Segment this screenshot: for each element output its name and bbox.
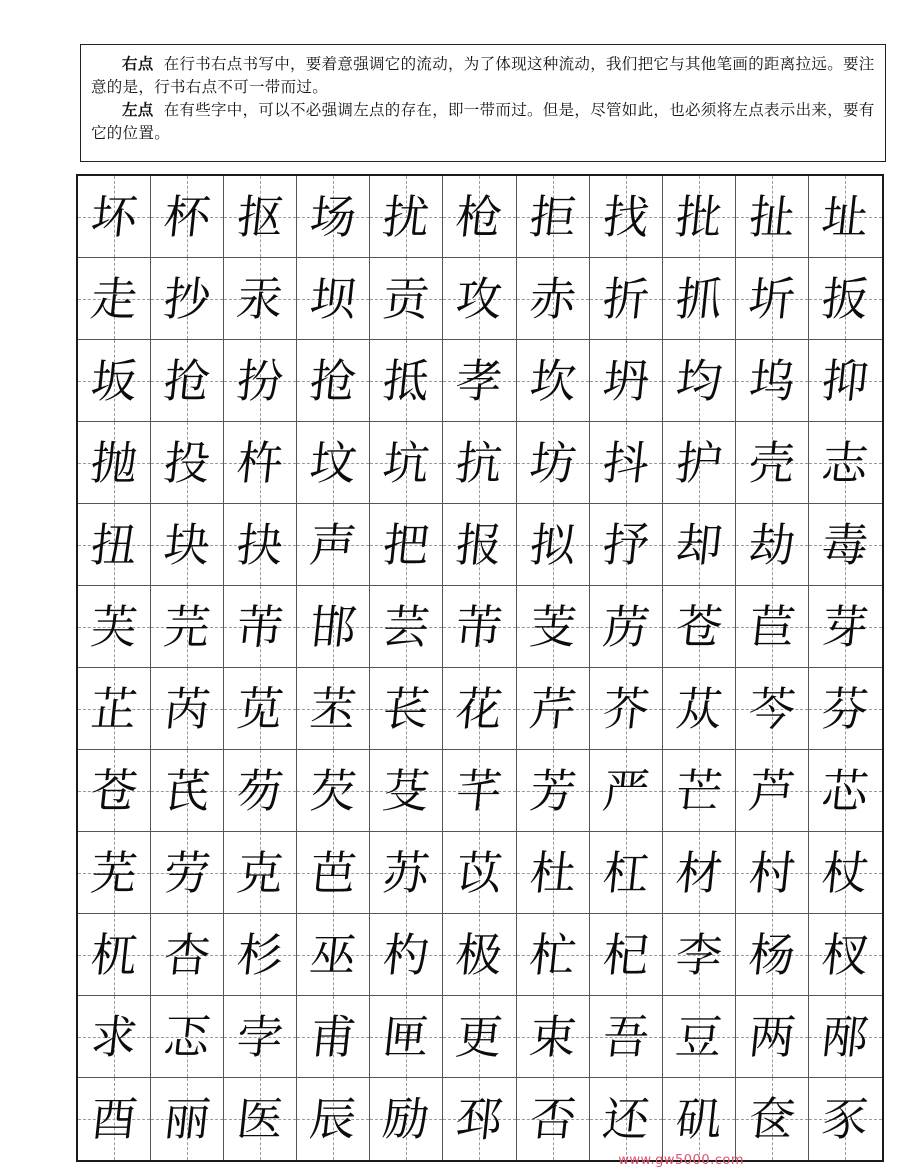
calligraphy-character: 杓: [380, 927, 433, 982]
calligraphy-character: 找: [599, 189, 652, 244]
grid-cell: [224, 176, 297, 258]
grid-cell: [517, 422, 590, 504]
grid-cell: [443, 668, 516, 750]
calligraphy-character: 坊: [526, 435, 579, 490]
calligraphy-character: 壳: [746, 435, 798, 490]
calligraphy-character: 芳: [526, 763, 579, 818]
calligraphy-character: 投: [161, 435, 213, 490]
grid-cell: [443, 750, 516, 832]
grid-cell: [224, 832, 297, 914]
calligraphy-character: 还: [599, 1092, 652, 1146]
grid-cell: [297, 504, 370, 586]
grid-cell: [151, 258, 224, 340]
grid-cell: [443, 422, 516, 504]
grid-cell: [224, 340, 297, 422]
calligraphy-character: 芊: [453, 763, 506, 818]
calligraphy-character: 拒: [526, 189, 579, 244]
note-paragraph-right-dot: [91, 53, 877, 98]
grid-cell: [590, 1078, 663, 1160]
grid-cell: [517, 668, 590, 750]
grid-cell: [224, 1078, 297, 1160]
calligraphy-character: 豕: [819, 1092, 872, 1146]
grid-cell: [151, 996, 224, 1078]
grid-cell: [663, 258, 736, 340]
grid-cell: [443, 258, 516, 340]
calligraphy-character: 苡: [453, 845, 506, 900]
note-term-right-dot: 右点: [122, 55, 154, 73]
grid-cell: [809, 176, 882, 258]
grid-cell: [517, 340, 590, 422]
calligraphy-character: 芦: [746, 763, 798, 818]
grid-cell: [151, 914, 224, 996]
grid-cell: [736, 1078, 809, 1160]
calligraphy-character: 杵: [234, 435, 287, 490]
calligraphy-character: 李: [672, 927, 725, 982]
grid-cell: [151, 750, 224, 832]
grid-cell: [809, 996, 882, 1078]
grid-cell: [224, 258, 297, 340]
calligraphy-character: 块: [161, 517, 213, 572]
grid-cell: [809, 504, 882, 586]
grid-cell: [663, 504, 736, 586]
grid-cell: [736, 586, 809, 668]
grid-cell: [224, 668, 297, 750]
calligraphy-character: 杌: [88, 927, 140, 982]
calligraphy-character: 丽: [161, 1092, 213, 1146]
calligraphy-character: 扰: [380, 189, 433, 244]
calligraphy-character: 束: [526, 1009, 579, 1064]
calligraphy-character: 奁: [746, 1092, 798, 1146]
calligraphy-character: 却: [672, 517, 725, 572]
calligraphy-character: 辰: [307, 1092, 360, 1146]
calligraphy-character: 扳: [819, 271, 872, 326]
calligraphy-character: 志: [819, 435, 872, 490]
grid-cell: [151, 586, 224, 668]
calligraphy-character: 扮: [234, 353, 287, 408]
grid-cell: [736, 422, 809, 504]
grid-cell: [78, 750, 151, 832]
grid-cell: [151, 340, 224, 422]
grid-cell: [297, 586, 370, 668]
grid-cell: [443, 176, 516, 258]
grid-cell: [663, 914, 736, 996]
calligraphy-character: 杨: [746, 927, 798, 982]
grid-cell: [590, 832, 663, 914]
grid-cell: [809, 340, 882, 422]
calligraphy-character: 毒: [819, 517, 872, 572]
grid-cell: [736, 258, 809, 340]
calligraphy-character: 枪: [453, 189, 506, 244]
calligraphy-character: 医: [234, 1092, 287, 1146]
grid-cell: [224, 504, 297, 586]
grid-cell: [736, 914, 809, 996]
grid-cell: [736, 750, 809, 832]
calligraphy-character: 杖: [819, 845, 872, 900]
grid-cell: [78, 586, 151, 668]
calligraphy-character: 走: [88, 271, 140, 326]
calligraphy-character: 芫: [161, 599, 213, 654]
calligraphy-character: 芹: [526, 681, 579, 736]
grid-cell: [151, 422, 224, 504]
grid-cell: [224, 914, 297, 996]
calligraphy-character: 报: [453, 517, 506, 572]
grid-cell: [663, 422, 736, 504]
grid-cell: [443, 586, 516, 668]
grid-cell: [224, 750, 297, 832]
grid-cell: [443, 914, 516, 996]
calligraphy-character: 杠: [599, 845, 652, 900]
grid-cell: [370, 1078, 443, 1160]
calligraphy-character: 匣: [380, 1009, 433, 1064]
grid-cell: [517, 176, 590, 258]
calligraphy-character: 坂: [88, 353, 140, 408]
calligraphy-character: 否: [526, 1092, 579, 1146]
calligraphy-character: 孛: [234, 1009, 287, 1064]
grid-cell: [736, 340, 809, 422]
grid-cell: [590, 258, 663, 340]
calligraphy-character: 芮: [161, 681, 213, 736]
grid-cell: [78, 668, 151, 750]
grid-cell: [809, 914, 882, 996]
grid-cell: [78, 996, 151, 1078]
calligraphy-character: 赤: [526, 271, 579, 326]
grid-cell: [590, 340, 663, 422]
grid-cell: [736, 176, 809, 258]
note-paragraph-left-dot: [91, 99, 877, 144]
grid-cell: [78, 832, 151, 914]
calligraphy-character: 芟: [380, 763, 433, 818]
instruction-box: [80, 44, 886, 162]
calligraphy-character: 坏: [88, 189, 140, 244]
watermark: www.gw5000.com: [618, 1153, 744, 1168]
calligraphy-character: 芩: [746, 681, 798, 736]
grid-cell: [224, 996, 297, 1078]
calligraphy-character: 坝: [307, 271, 360, 326]
calligraphy-character: 芾: [453, 599, 506, 654]
grid-cell: [736, 996, 809, 1078]
calligraphy-character: 芸: [380, 599, 433, 654]
grid-cell: [443, 996, 516, 1078]
grid-cell: [151, 176, 224, 258]
grid-cell: [809, 258, 882, 340]
calligraphy-character: 劳: [161, 845, 213, 900]
character-practice-grid: [76, 174, 884, 1162]
grid-cell: [663, 586, 736, 668]
calligraphy-character: 坞: [746, 353, 798, 408]
grid-cell: [809, 422, 882, 504]
calligraphy-character: 杉: [234, 927, 287, 982]
grid-cell: [78, 1078, 151, 1160]
grid-cell: [736, 832, 809, 914]
calligraphy-character: 杯: [161, 189, 213, 244]
calligraphy-character: 村: [746, 845, 798, 900]
calligraphy-character: 抢: [161, 353, 213, 408]
grid-cell: [78, 258, 151, 340]
calligraphy-character: 圻: [746, 271, 798, 326]
grid-cell: [370, 914, 443, 996]
calligraphy-character: 杏: [161, 927, 213, 982]
grid-cell: [663, 750, 736, 832]
note-text-left-dot: 在有些字中，可以不必强调左点的存在，即一带而过。但是，尽管如此，也必须将左点表示出来，要有它的位置。: [91, 101, 875, 142]
calligraphy-character: 扭: [88, 517, 140, 572]
grid-cell: [370, 832, 443, 914]
grid-cell: [297, 914, 370, 996]
calligraphy-character: 杞: [599, 927, 652, 982]
grid-cell: [297, 668, 370, 750]
grid-cell: [370, 258, 443, 340]
calligraphy-character: 抗: [453, 435, 506, 490]
grid-cell: [297, 176, 370, 258]
calligraphy-character: 巫: [307, 927, 360, 982]
calligraphy-character: 克: [234, 845, 287, 900]
calligraphy-character: 励: [380, 1092, 433, 1146]
calligraphy-character: 苤: [307, 681, 360, 736]
grid-cell: [809, 586, 882, 668]
calligraphy-character: 坎: [526, 353, 579, 408]
calligraphy-character: 邴: [819, 1009, 872, 1064]
calligraphy-character: 更: [453, 1009, 506, 1064]
calligraphy-character: 抑: [819, 353, 872, 408]
calligraphy-character: 芭: [307, 845, 360, 900]
grid-cell: [517, 504, 590, 586]
grid-cell: [590, 504, 663, 586]
calligraphy-character: 豆: [672, 1009, 725, 1064]
calligraphy-character: 声: [307, 517, 360, 572]
grid-cell: [370, 668, 443, 750]
grid-cell: [517, 996, 590, 1078]
calligraphy-character: 芡: [307, 763, 360, 818]
grid-cell: [224, 422, 297, 504]
calligraphy-character: 贡: [380, 271, 433, 326]
grid-cell: [297, 996, 370, 1078]
grid-cell: [663, 996, 736, 1078]
grid-cell: [297, 340, 370, 422]
grid-cell: [151, 1078, 224, 1160]
calligraphy-character: 坑: [380, 435, 433, 490]
grid-cell: [590, 668, 663, 750]
calligraphy-character: 吾: [599, 1009, 652, 1064]
calligraphy-character: 抠: [234, 189, 287, 244]
grid-cell: [370, 996, 443, 1078]
calligraphy-character: 邯: [307, 599, 360, 654]
calligraphy-character: 抒: [599, 517, 652, 572]
note-text-right-dot: 在行书右点书写中，要着意强调它的流动，为了体现这种流动，我们把它与其他笔画的距离拉远。要注意的是，行书右点不可一带而过。: [91, 55, 875, 96]
calligraphy-character: 把: [380, 517, 433, 572]
calligraphy-character: 忑: [161, 1009, 213, 1064]
calligraphy-character: 汞: [234, 271, 287, 326]
calligraphy-character: 芬: [819, 681, 872, 736]
calligraphy-character: 芴: [234, 763, 287, 818]
grid-cell: [517, 1078, 590, 1160]
grid-cell: [297, 422, 370, 504]
calligraphy-character: 芷: [88, 681, 140, 736]
calligraphy-character: 苌: [380, 681, 433, 736]
grid-cell: [297, 258, 370, 340]
calligraphy-character: 拟: [526, 517, 579, 572]
grid-cell: [590, 914, 663, 996]
calligraphy-character: 求: [88, 1009, 140, 1064]
calligraphy-character: 甫: [307, 1009, 360, 1064]
grid-cell: [809, 1078, 882, 1160]
grid-cell: [370, 504, 443, 586]
calligraphy-character: 场: [307, 189, 360, 244]
grid-cell: [443, 504, 516, 586]
grid-cell: [78, 176, 151, 258]
calligraphy-character: 杧: [526, 927, 579, 982]
grid-cell: [663, 340, 736, 422]
calligraphy-character: 抖: [599, 435, 652, 490]
grid-cell: [370, 586, 443, 668]
calligraphy-character: 抓: [672, 271, 725, 326]
grid-cell: [590, 176, 663, 258]
calligraphy-character: 矶: [672, 1092, 725, 1146]
grid-cell: [736, 504, 809, 586]
calligraphy-character: 抵: [380, 353, 433, 408]
grid-cell: [663, 1078, 736, 1160]
calligraphy-character: 苋: [234, 681, 287, 736]
grid-cell: [809, 832, 882, 914]
calligraphy-character: 两: [746, 1009, 798, 1064]
calligraphy-character: 折: [599, 271, 652, 326]
grid-cell: [224, 586, 297, 668]
calligraphy-character: 苍: [672, 599, 725, 654]
note-term-left-dot: 左点: [122, 101, 154, 119]
grid-cell: [590, 750, 663, 832]
calligraphy-character: 苣: [746, 599, 798, 654]
calligraphy-character: 芙: [88, 599, 140, 654]
calligraphy-character: 材: [672, 845, 725, 900]
calligraphy-character: 护: [672, 435, 725, 490]
calligraphy-character: 均: [672, 353, 725, 408]
calligraphy-character: 芥: [599, 681, 652, 736]
grid-cell: [78, 340, 151, 422]
grid-cell: [443, 832, 516, 914]
calligraphy-character: 苍: [88, 763, 140, 818]
grid-cell: [443, 1078, 516, 1160]
calligraphy-character: 扯: [746, 189, 798, 244]
calligraphy-character: 孝: [453, 353, 506, 408]
calligraphy-character: 酉: [88, 1092, 140, 1146]
grid-cell: [663, 832, 736, 914]
grid-cell: [517, 914, 590, 996]
grid-cell: [78, 422, 151, 504]
grid-cell: [517, 832, 590, 914]
grid-cell: [370, 340, 443, 422]
grid-cell: [663, 668, 736, 750]
calligraphy-character: 芰: [526, 599, 579, 654]
grid-cell: [297, 1078, 370, 1160]
grid-cell: [370, 750, 443, 832]
grid-cell: [517, 258, 590, 340]
grid-cell: [809, 668, 882, 750]
calligraphy-character: 芒: [672, 763, 725, 818]
grid-cell: [517, 586, 590, 668]
calligraphy-character: 芽: [819, 599, 872, 654]
grid-cell: [517, 750, 590, 832]
grid-cell: [78, 914, 151, 996]
grid-cell: [809, 750, 882, 832]
calligraphy-character: 坟: [307, 435, 360, 490]
grid-cell: [736, 668, 809, 750]
calligraphy-character: 极: [453, 927, 506, 982]
calligraphy-character: 抢: [307, 353, 360, 408]
grid-cell: [590, 586, 663, 668]
grid-cell: [443, 340, 516, 422]
calligraphy-character: 苈: [599, 599, 652, 654]
grid-cell: [370, 176, 443, 258]
calligraphy-character: 劫: [746, 517, 798, 572]
calligraphy-character: 抛: [88, 435, 140, 490]
calligraphy-character: 芾: [234, 599, 287, 654]
grid-cell: [370, 422, 443, 504]
grid-cell: [151, 668, 224, 750]
grid-cell: [297, 750, 370, 832]
grid-cell: [78, 504, 151, 586]
grid-cell: [590, 422, 663, 504]
calligraphy-character: 攻: [453, 271, 506, 326]
calligraphy-character: 杜: [526, 845, 579, 900]
calligraphy-character: 抄: [161, 271, 213, 326]
grid-cell: [297, 832, 370, 914]
calligraphy-character: 杈: [819, 927, 872, 982]
grid-cell: [590, 996, 663, 1078]
calligraphy-character: 苁: [672, 681, 725, 736]
calligraphy-character: 址: [819, 189, 872, 244]
calligraphy-character: 批: [672, 189, 725, 244]
calligraphy-character: 芪: [161, 763, 213, 818]
grid-cell: [663, 176, 736, 258]
calligraphy-character: 坍: [599, 353, 652, 408]
calligraphy-character: 邳: [453, 1092, 506, 1146]
calligraphy-character: 苏: [380, 845, 433, 900]
grid-cell: [151, 832, 224, 914]
grid-cell: [151, 504, 224, 586]
calligraphy-character: 芯: [819, 763, 872, 818]
calligraphy-character: 花: [453, 681, 506, 736]
calligraphy-character: 抉: [234, 517, 287, 572]
calligraphy-character: 芜: [88, 845, 140, 900]
calligraphy-character: 严: [599, 763, 652, 818]
